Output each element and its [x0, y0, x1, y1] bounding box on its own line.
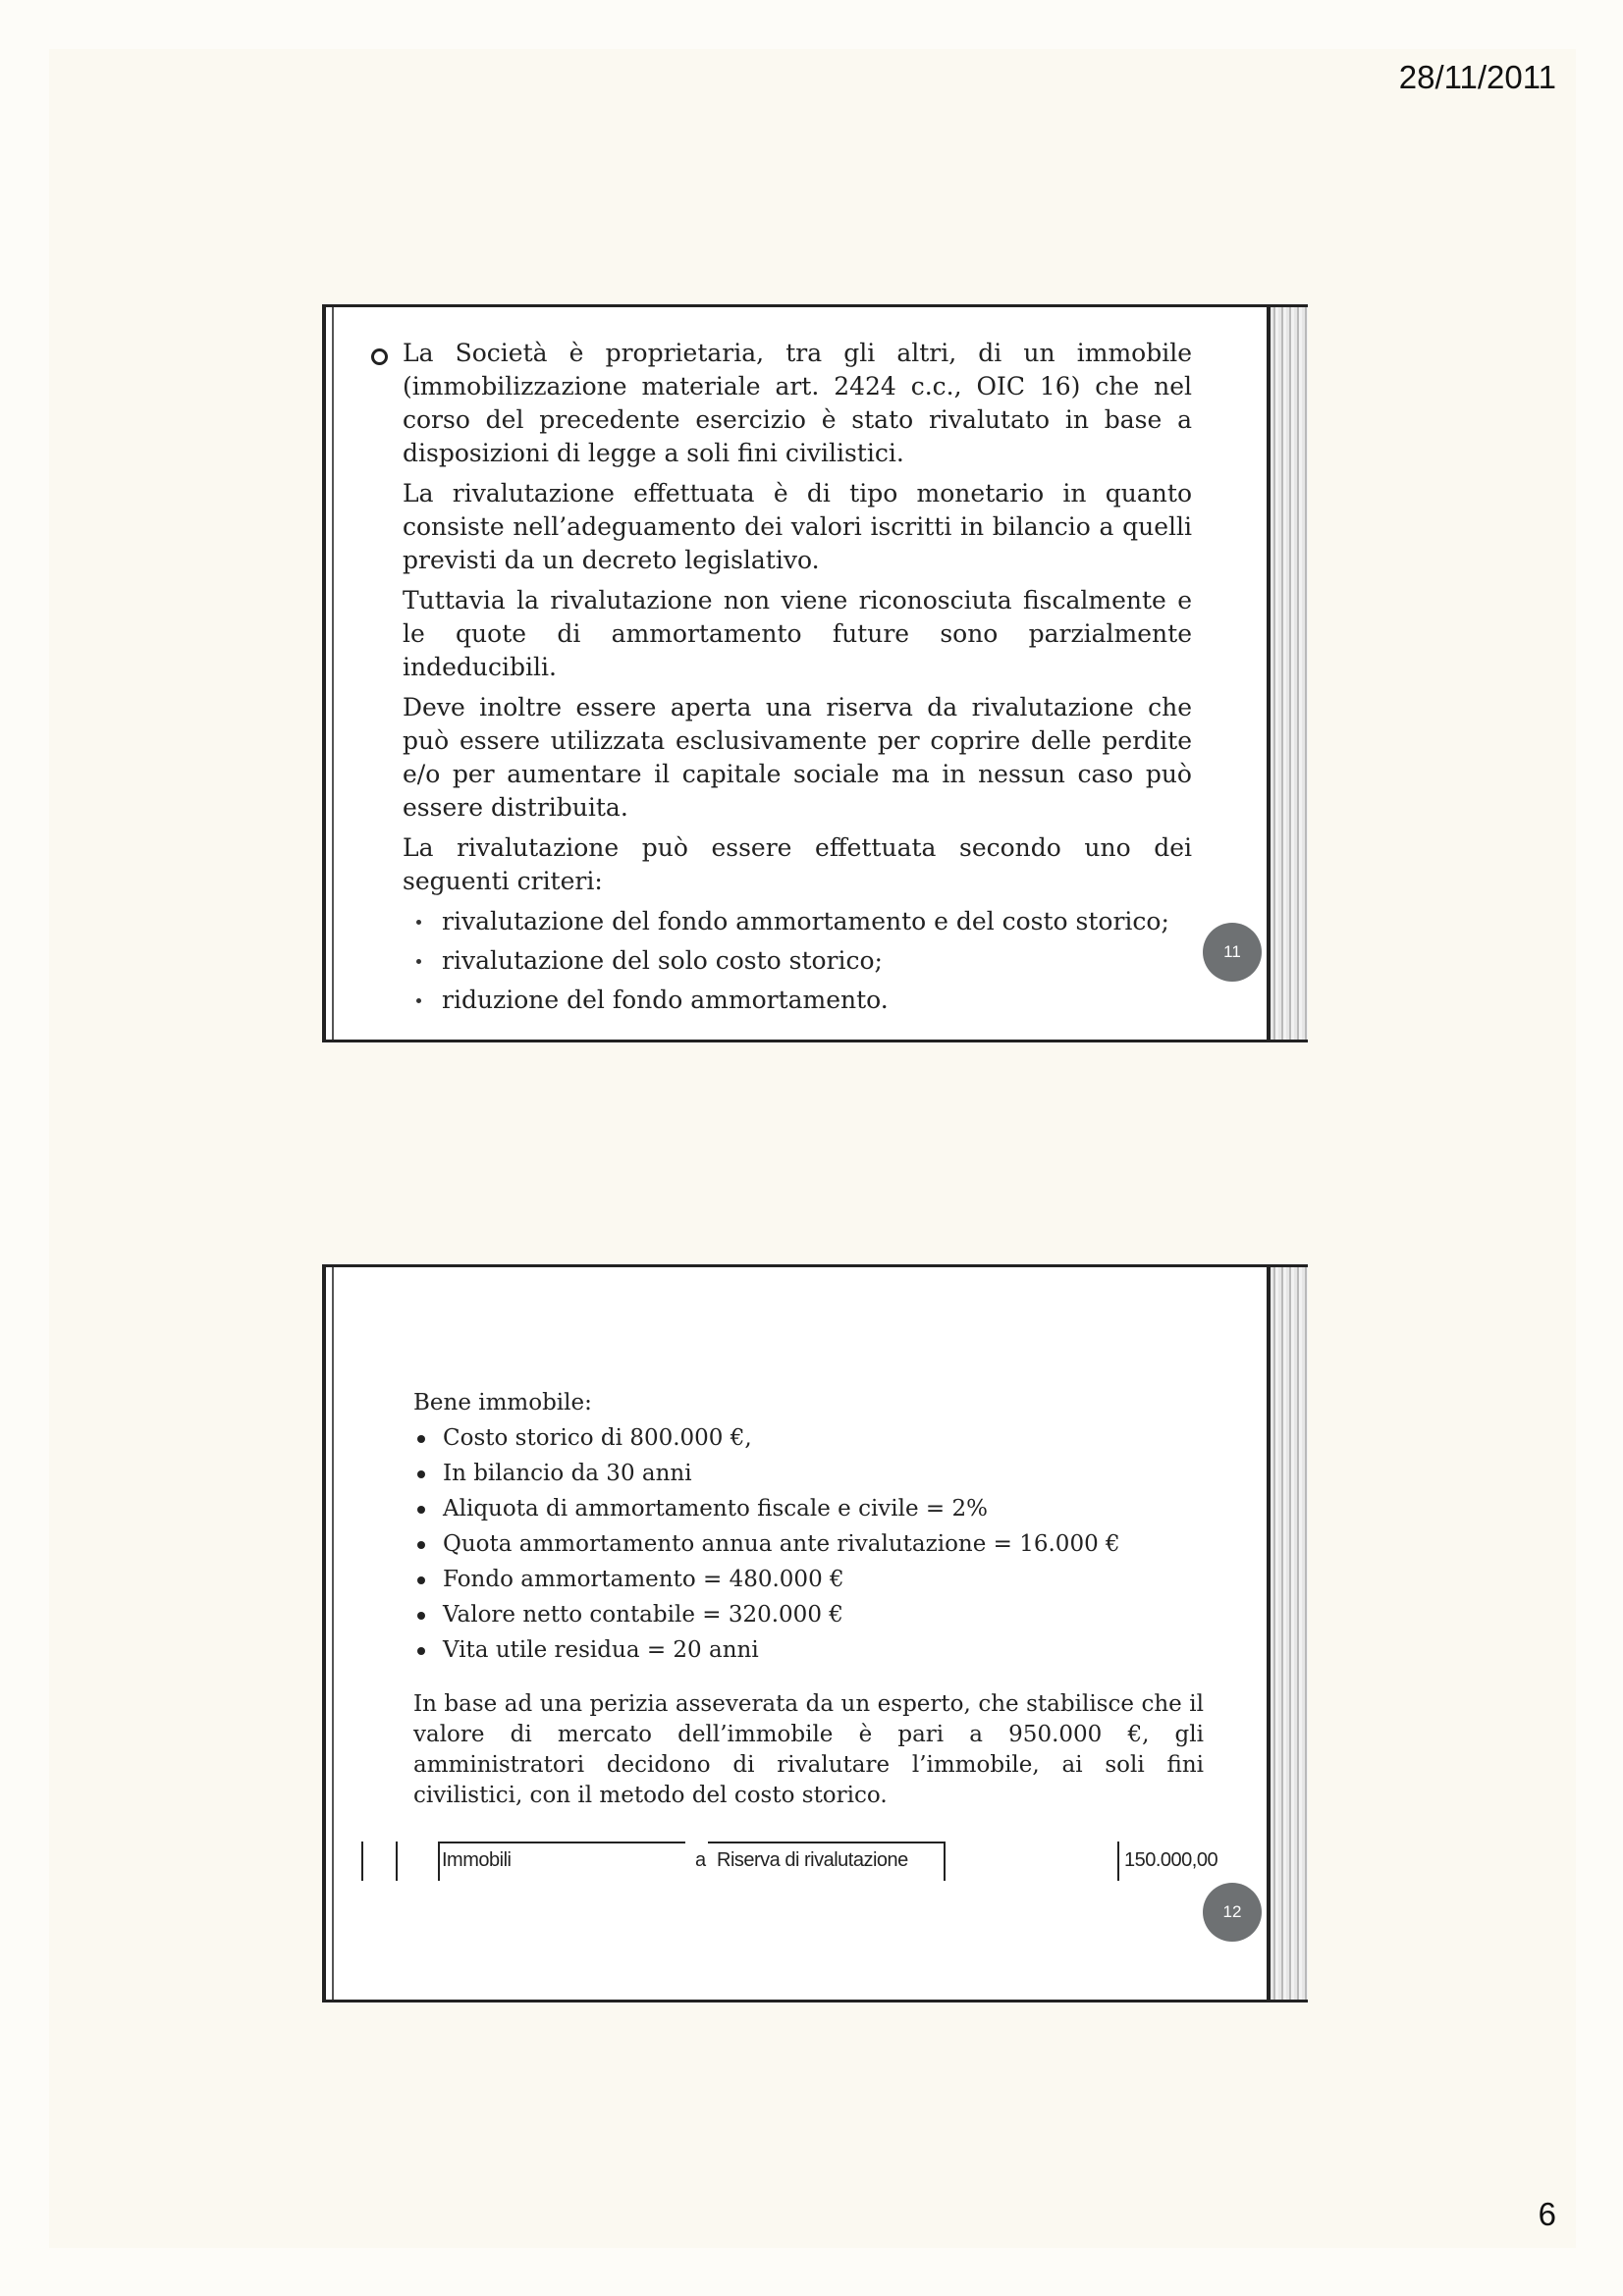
journal-divider [396, 1842, 398, 1881]
list-item: Fondo ammortamento = 480.000 € [413, 1562, 1204, 1597]
list-item: Quota ammortamento annua ante rivalutazione = 16.000 € [413, 1526, 1204, 1562]
criteria-list [403, 905, 1192, 1017]
paragraph: Tuttavia la rivalutazione non viene riconosciuta fiscalmente e le quote di ammortamento future sono parzialmente indeducibili. [403, 586, 1192, 681]
paragraph: Deve inoltre essere aperta una riserva da rivalutazione che può essere utilizzata esclusivamente per coprire delle perdite e/o per aumentare il capitale sociale ma in nessun caso può essere distribuita. [403, 693, 1192, 822]
header-date: 28/11/2011 [1398, 59, 1556, 95]
intro-label: Bene immobile: [413, 1390, 592, 1415]
list-item: riduzione del fondo ammortamento. [403, 984, 1192, 1017]
journal-divider [361, 1842, 363, 1881]
scenario-paragraph: In base ad una perizia asseverata da un esperto, che stabilisce che il valore di mercato dell’immobile è pari a 950.000 €, gli amministratori decidono di rivalutare l’immobile, ai soli fini civilistici, con il metodo del costo storico. [413, 1691, 1204, 1808]
slide-right-border [1267, 307, 1308, 1040]
list-item: Vita utile residua = 20 anni [413, 1632, 1204, 1668]
slide-right-border [1267, 1267, 1308, 2000]
list-item: rivalutazione del solo costo storico; [403, 944, 1192, 978]
journal-divider [438, 1842, 440, 1881]
slide-12 [322, 1264, 1308, 2002]
journal-debit-account: Immobili [442, 1849, 512, 1871]
list-item: rivalutazione del fondo ammortamento e del costo storico; [403, 905, 1192, 938]
journal-top-rule [438, 1842, 685, 1843]
journal-top-rule [708, 1842, 946, 1843]
paragraph: La rivalutazione può essere effettuata secondo uno dei seguenti criteri: [403, 833, 1192, 895]
journal-amount: 150.000,00 [1124, 1849, 1218, 1871]
slide-number-badge: 11 [1203, 923, 1262, 982]
slide-11 [322, 304, 1308, 1042]
journal-connector: a [695, 1849, 706, 1871]
journal-divider [1117, 1842, 1119, 1881]
paragraph: La Società è proprietaria, tra gli altri, di un immobile (immobilizzazione materiale art. 2424 c.c., OIC 16) che nel corso del precedente esercizio è stato rivalutato in base a disposizioni di legge a soli fini civilistici. [403, 339, 1192, 467]
journal-credit-account: Riserva di rivalutazione [717, 1849, 908, 1871]
slide-number-badge: 12 [1203, 1883, 1262, 1942]
list-item: In bilancio da 30 anni [413, 1456, 1204, 1491]
list-item: Costo storico di 800.000 €, [413, 1420, 1204, 1456]
slide-left-border [322, 1267, 334, 2000]
journal-divider [944, 1842, 946, 1881]
paragraph: La rivalutazione effettuata è di tipo monetario in quanto consiste nell’adeguamento dei valori iscritti in bilancio a quelli previsti da un decreto legislativo. [403, 479, 1192, 574]
slide-12-content [413, 1385, 1204, 1811]
list-item: Aliquota di ammortamento fiscale e civile = 2% [413, 1491, 1204, 1526]
page-number: 6 [1538, 2196, 1556, 2232]
asset-details-list [413, 1420, 1204, 1668]
journal-entry [361, 1842, 1225, 1881]
slide-11-content [403, 337, 1192, 1023]
slide-left-border [322, 307, 334, 1040]
hollow-circle-bullet-icon [371, 348, 388, 365]
list-item: Valore netto contabile = 320.000 € [413, 1597, 1204, 1632]
